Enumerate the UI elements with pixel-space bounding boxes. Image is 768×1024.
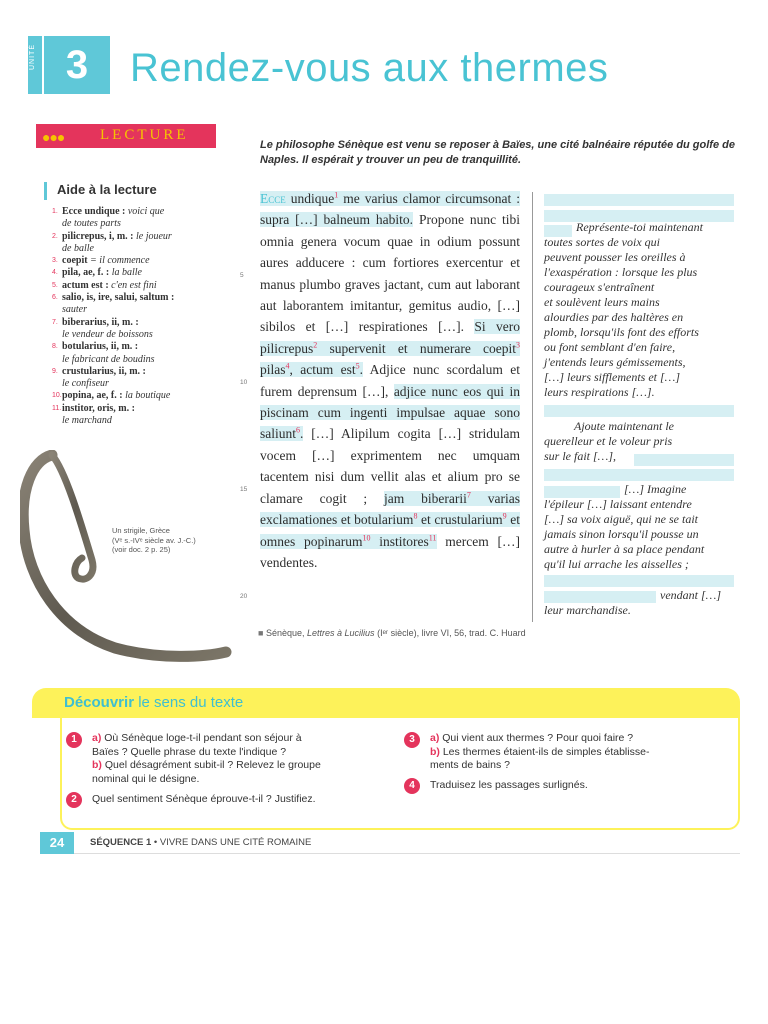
decouvrir-section bbox=[32, 688, 740, 836]
decouvrir-title: Découvrir le sens du texte bbox=[64, 694, 244, 711]
aide-item: 5. actum est : c'en est fini bbox=[52, 279, 157, 291]
decouvrir-box bbox=[60, 718, 740, 830]
lecture-dots-icon: ●●● bbox=[42, 129, 65, 145]
aide-item: 10. popina, ae, f. : la boutique bbox=[52, 390, 171, 402]
unit-tag bbox=[28, 36, 42, 94]
aide-rule bbox=[44, 182, 47, 200]
aide-item: 3. coepit = il commence bbox=[52, 255, 150, 267]
translation-blank bbox=[544, 194, 734, 206]
aide-list: 1. Ecce undique : voici que de toutes parts 2. pilicrepus, i, m. : le joueur de balle 3. coepit = il commence 4. pila, ae, f. : la balle 5. actum est : c'en est fini 6. salio, is, ire, salui, saltum : sauter 7. biberarius, ii, m. : le vendeur de boissons 8. botularius, ii, m. : le fabricant de boudins 9. crustularius, ii, m. : le confiseur 10. popina, ae, f. : la boutique 11. institor, oris, m. : le marchand bbox=[52, 206, 227, 427]
question-number: 2 bbox=[66, 792, 82, 808]
translation-blank bbox=[634, 454, 734, 466]
aide-item: 7. biberarius, ii, m. : bbox=[52, 316, 139, 328]
question-3: a) Qui vient aux thermes ? Pour quoi faire ? b) Les thermes étaient-ils de simples établisse- ments de bains ? bbox=[430, 732, 650, 771]
translation-blank bbox=[544, 405, 734, 417]
question-number: 3 bbox=[404, 732, 420, 748]
aide-item: 4. pila, ae, f. : la balle bbox=[52, 267, 142, 279]
latin-text: Ecce undique$^1$ me varius clamor circumsonat : supra […] balneum habito. Propone nunc tibi omnia genera vocum quae in odium possunt aures adducere : cum fortiores exercentur et manus plumbo graves jactant, cum aut laborant aut laborantem imitantur, gemitus audio, […] sibilos et […] respirationes […]. Si vero pilicrepus$^2$ supervenit et numerare coepit$^3$ pilas$^4$, actum est$^5$. Adjice nunc scordalum et furem deprensum […], adjice nunc eos qui in piscinam cum ingenti impulsae aquae sono saliunt$^6$. […] Alipilum cogita […] stridulam vocem […] exprimentem nec umquam tacentem nisi dum vellit alas et alium pro se clamare cogit ; jam biberarii$^7$ varias exclamationes et botularium$^8$ et crustularium$^9$ et omnes popinarum$^{10}$ institores$^{11}$ mercem […] vendentes. bbox=[260, 190, 521, 570]
page-number: 24 bbox=[40, 832, 74, 854]
strigil-image bbox=[20, 450, 240, 665]
unit-number: 3 bbox=[44, 36, 110, 94]
lecture-label: LECTURE bbox=[100, 127, 189, 143]
footer-rule bbox=[74, 853, 740, 854]
translation-blank bbox=[544, 469, 734, 481]
question-4: Traduisez les passages surlignés. bbox=[430, 779, 588, 791]
strigil-caption: Un strigile, Grèce (Vᵉ s.-IVᵉ siècle av. J.-C.) (voir doc. 2 p. 25) bbox=[112, 526, 196, 554]
question-number: 1 bbox=[66, 732, 82, 748]
aide-item: 11. institor, oris, m. : bbox=[52, 402, 135, 414]
question-1: a) Où Sénèque loge-t-il pendant son séjour à Baïes ? Quelle phrase du texte l'indique ? b) Quel désagrément subit-il ? Relevez le groupe nominal qui le désigne. bbox=[92, 732, 321, 785]
footer-sequence: SÉQUENCE 1 • VIVRE DANS UNE CITÉ ROMAINE bbox=[90, 837, 312, 848]
aide-item: 6. salio, is, ire, salui, saltum : bbox=[52, 292, 175, 304]
translation-blank bbox=[544, 591, 656, 603]
unit-label: UNITÉ bbox=[29, 44, 36, 70]
column-divider bbox=[532, 192, 533, 622]
aide-title: Aide à la lecture bbox=[57, 182, 157, 197]
square-bullet-icon: ■ bbox=[258, 628, 264, 638]
source-citation: ■ Sénèque, Lettres à Lucilius (Iᵉʳ siècle), livre VI, 56, trad. C. Huard bbox=[258, 628, 526, 638]
page-title: Rendez-vous aux thermes bbox=[130, 46, 609, 90]
intro-text: Le philosophe Sénèque est venu se reposer à Baïes, une cité balnéaire réputée du golfe de Naples. Il espérait y trouver un peu de tranquillité. bbox=[260, 139, 735, 166]
lecture-banner bbox=[36, 124, 216, 148]
aide-item: 8. botularius, ii, m. : bbox=[52, 341, 139, 353]
question-2: Quel sentiment Sénèque éprouve-t-il ? Justifiez. bbox=[92, 793, 316, 805]
aide-item: 1. Ecce undique : voici que bbox=[52, 206, 165, 217]
question-number: 4 bbox=[404, 778, 420, 794]
translation-blank bbox=[544, 575, 734, 587]
aide-item: 9. crustularius, ii, m. : bbox=[52, 365, 146, 377]
aide-item: 2. pilicrepus, i, m. : le joueur bbox=[52, 230, 172, 242]
